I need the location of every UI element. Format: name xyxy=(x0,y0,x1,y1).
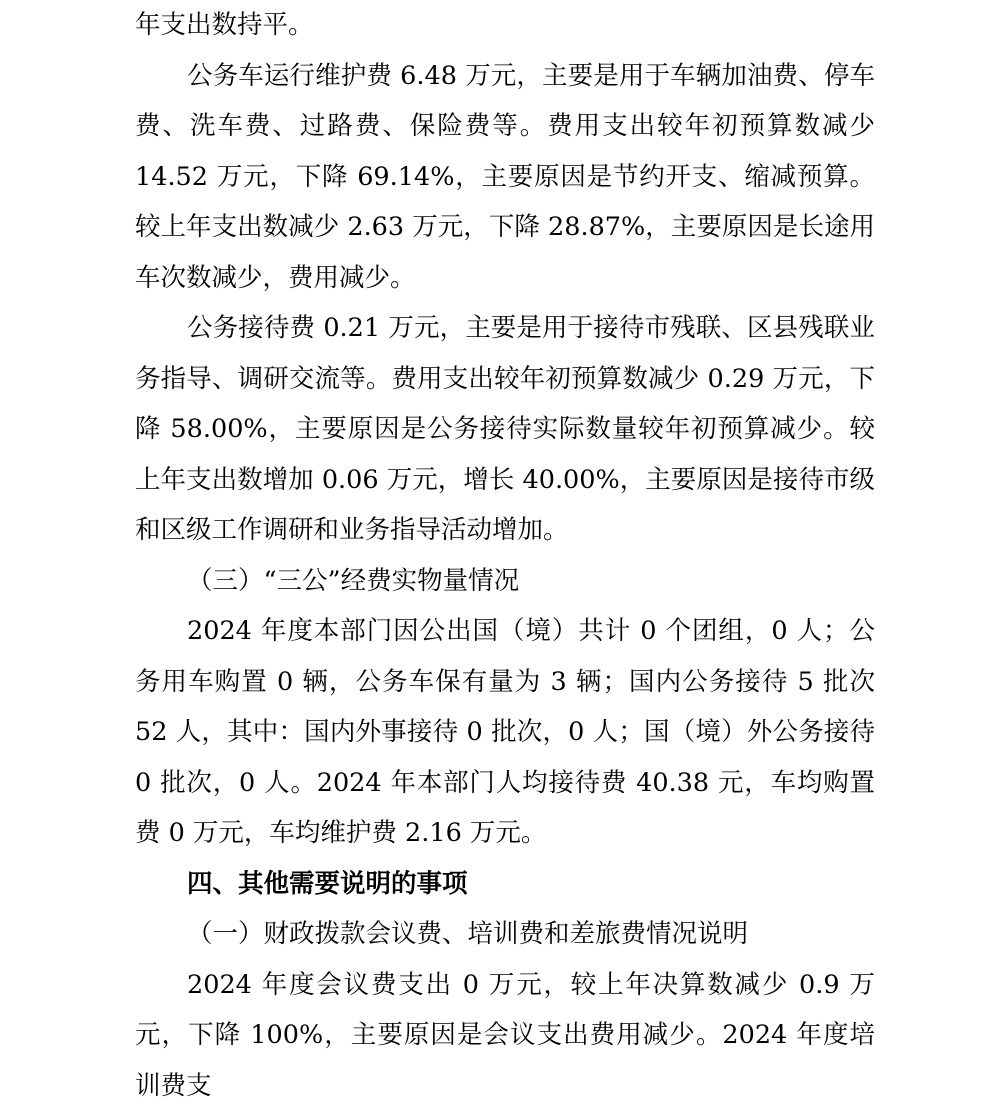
subheading-meeting-training-travel: （一）财政拨款会议费、培训费和差旅费情况说明 xyxy=(135,909,875,960)
paragraph-physical-quantity: 2024 年度本部门因公出国（境）共计 0 个团组，0 人；公务用车购置 0 辆，公务车保有量为 3 辆；国内公务接待 5 批次 52 人，其中：国内外事接待 0 批次，0 人；国（境）外公务接待 0 批次，0 人。2024 年本部门人均接待费 40.38 元，车均购置费 0 万元，车均维护费 2.16 万元。 xyxy=(135,606,875,859)
section-heading-other-matters: 四、其他需要说明的事项 xyxy=(135,859,875,910)
paragraph-official-reception: 公务接待费 0.21 万元，主要是用于接待市残联、区县残联业务指导、调研交流等。费用支出较年初预算数减少 0.29 万元，下降 58.00%，主要原因是公务接待实际数量较年初预算减少。较上年支出数增加 0.06 万元，增长 40.00%，主要原因是接待市级和区级工作调研和业务指导活动增加。 xyxy=(135,303,875,556)
paragraph-continuation: 年支出数持平。 xyxy=(135,0,875,51)
document-page xyxy=(135,0,875,1111)
subheading-three-public-quantity: （三）“三公”经费实物量情况 xyxy=(135,556,875,607)
paragraph-meeting-expense: 2024 年度会议费支出 0 万元，较上年决算数减少 0.9 万元，下降 100%，主要原因是会议支出费用减少。2024 年度培训费支 xyxy=(135,960,875,1111)
paragraph-vehicle-maintenance: 公务车运行维护费 6.48 万元，主要是用于车辆加油费、停车费、洗车费、过路费、保险费等。费用支出较年初预算数减少 14.52 万元，下降 69.14%，主要原因是节约开支、缩减预算。较上年支出数减少 2.63 万元，下降 28.87%，主要原因是长途用车次数减少，费用减少。 xyxy=(135,51,875,304)
